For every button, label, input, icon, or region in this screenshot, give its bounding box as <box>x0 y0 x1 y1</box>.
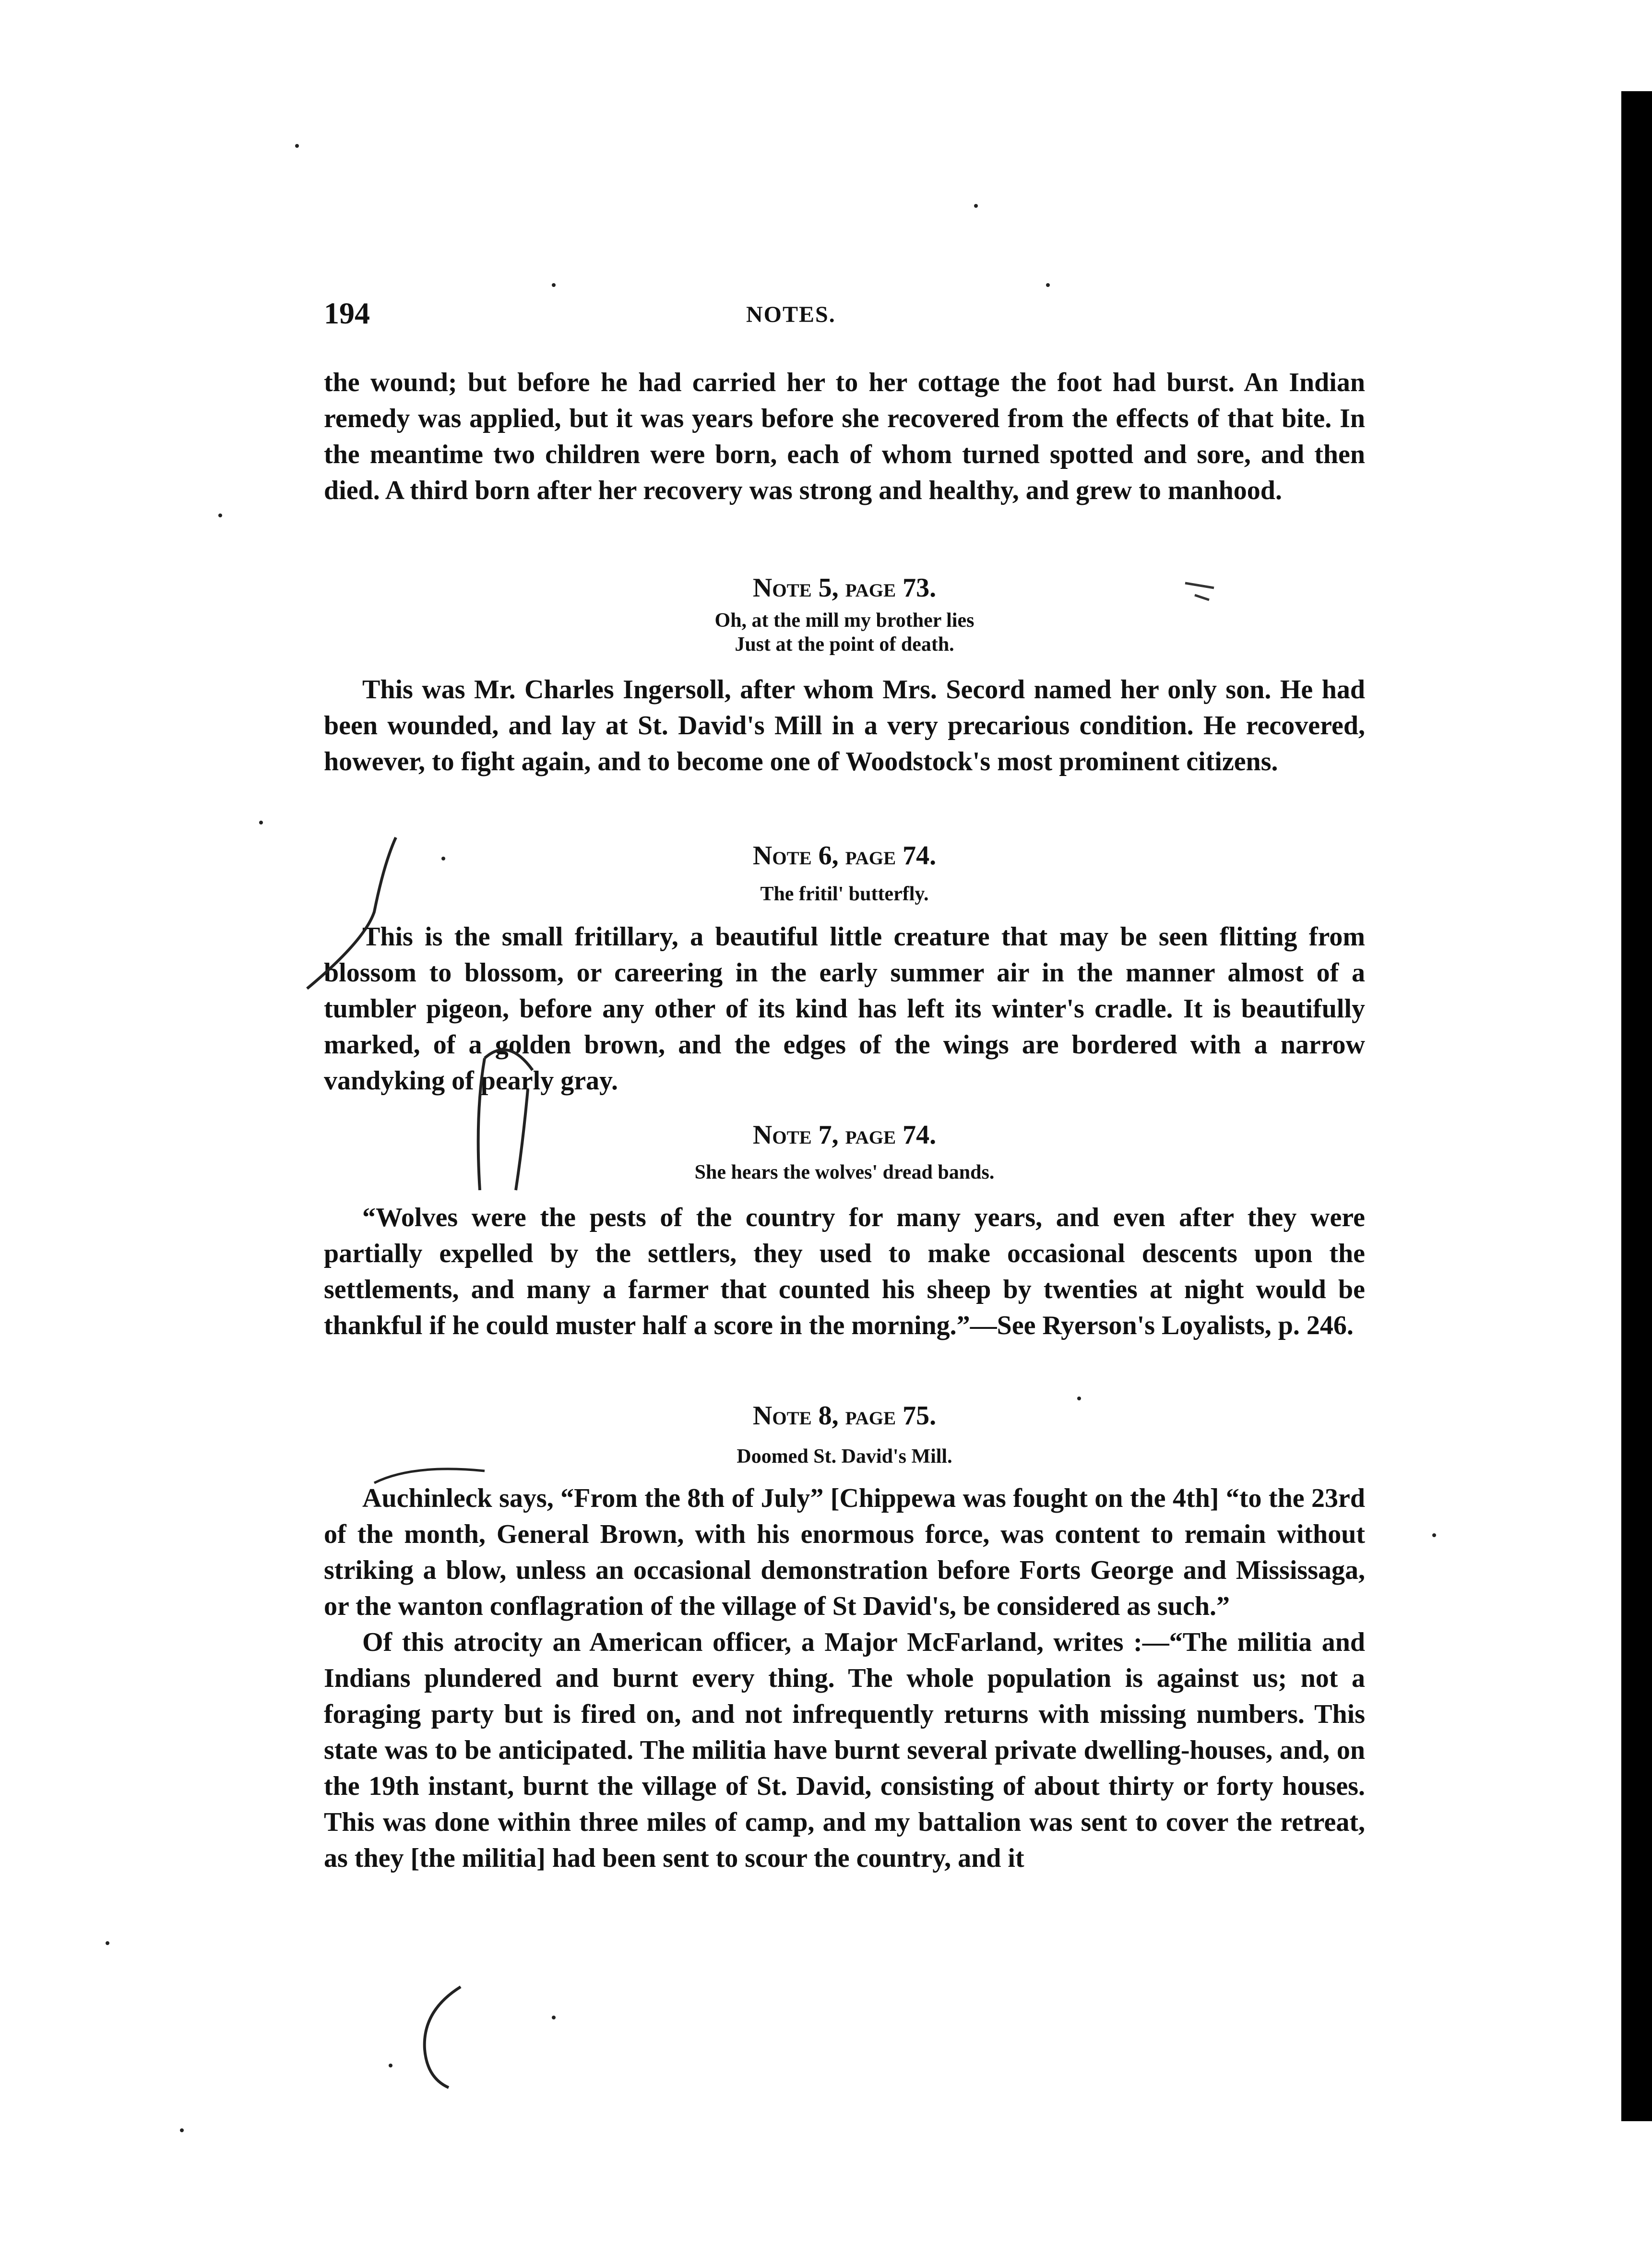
note-6-heading: Note 6, page 74. <box>752 841 937 871</box>
page-number: 194 <box>324 296 370 330</box>
note-7-paragraph: “Wolves were the pests of the country for many years, and even after they were partially expelled by the settlers, they used to make occasional descents upon the settlements, and many a farmer that counted his sheep by twenties at night would be thankful if he could muster half a score in the morning.”—See Ryerson's Loyalists, p. 246. <box>324 1203 1365 1340</box>
underline-arc-mark <box>374 1469 485 1483</box>
note-8-heading: Note 8, page 75. <box>752 1401 937 1431</box>
note-5-quote-line-2: Just at the point of death. <box>735 633 954 656</box>
note-5-paragraph: This was Mr. Charles Ingersoll, after whom Mrs. Secord named her only son. He had been wounded, and lay at St. David's Mill in a very precarious condition. He recovered, however, to fight again, and to become one of Woodstock's most prominent citizens. <box>324 675 1365 776</box>
note-8-paragraph-2: Of this atrocity an American officer, a Major McFarland, writes :—“The militia and Indians plundered and burnt every thing. The whole population is against us; not a foraging party but is fired on, and not infrequently returns with missing numbers. This state was to be anticipated. The militia have burnt several private dwelling-houses, and, on the 19th instant, burnt the village of St. David, consisting of about thirty or forty houses. This was done within three miles of camp, and my battalion was sent to cover the retreat, as they [the militia] had been sent to scour the country, and it <box>324 1627 1365 1873</box>
note-5-heading: Note 5, page 73. <box>752 573 937 603</box>
running-head: NOTES. <box>746 302 836 327</box>
bottom-parenthesis-mark <box>425 1987 461 2088</box>
margin-stroke-mark <box>307 837 396 989</box>
note-6-quote: The fritil' butterfly. <box>760 883 929 905</box>
note-7-quote: She hears the wolves' dread bands. <box>694 1161 995 1183</box>
margin-bracket-mark <box>478 1050 533 1190</box>
note-8-quote: Doomed St. David's Mill. <box>737 1445 952 1468</box>
note-5-quote-line-1: Oh, at the mill my brother lies <box>714 609 975 632</box>
small-pencil-tick <box>1185 583 1214 600</box>
continuation-text: the wound; but before he had carried her to her cottage the foot had burst. An Indian remedy was applied, but it was years before she recovered from the effects of that bite. In the meantime two children were born, each of whom turned spotted and sore, and then died. A third born after her recovery was strong and healthy, and grew to manhood. <box>324 368 1365 505</box>
note-6-paragraph: This is the small fritillary, a beautiful little creature that may be seen flitting from blossom to blossom, or careering in the early summer air in the manner almost of a tumbler pigeon, before any other of its kind has left its winter's cradle. It is beautifully marked, of a golden brown, and the edges of the wings are bordered with a narrow vandyking of pearly gray. <box>324 922 1365 1096</box>
note-8-paragraph-1: Auchinleck says, “From the 8th of July” [Chippewa was fought on the 4th] “to the 23rd of the month, General Brown, with his enormous force, was content to remain without striking a blow, unless an occasional demonstration before Forts George and Mississaga, or the wanton conflagration of the village of St David's, be considered as such.” <box>324 1483 1365 1621</box>
note-7-heading: Note 7, page 74. <box>752 1120 937 1150</box>
